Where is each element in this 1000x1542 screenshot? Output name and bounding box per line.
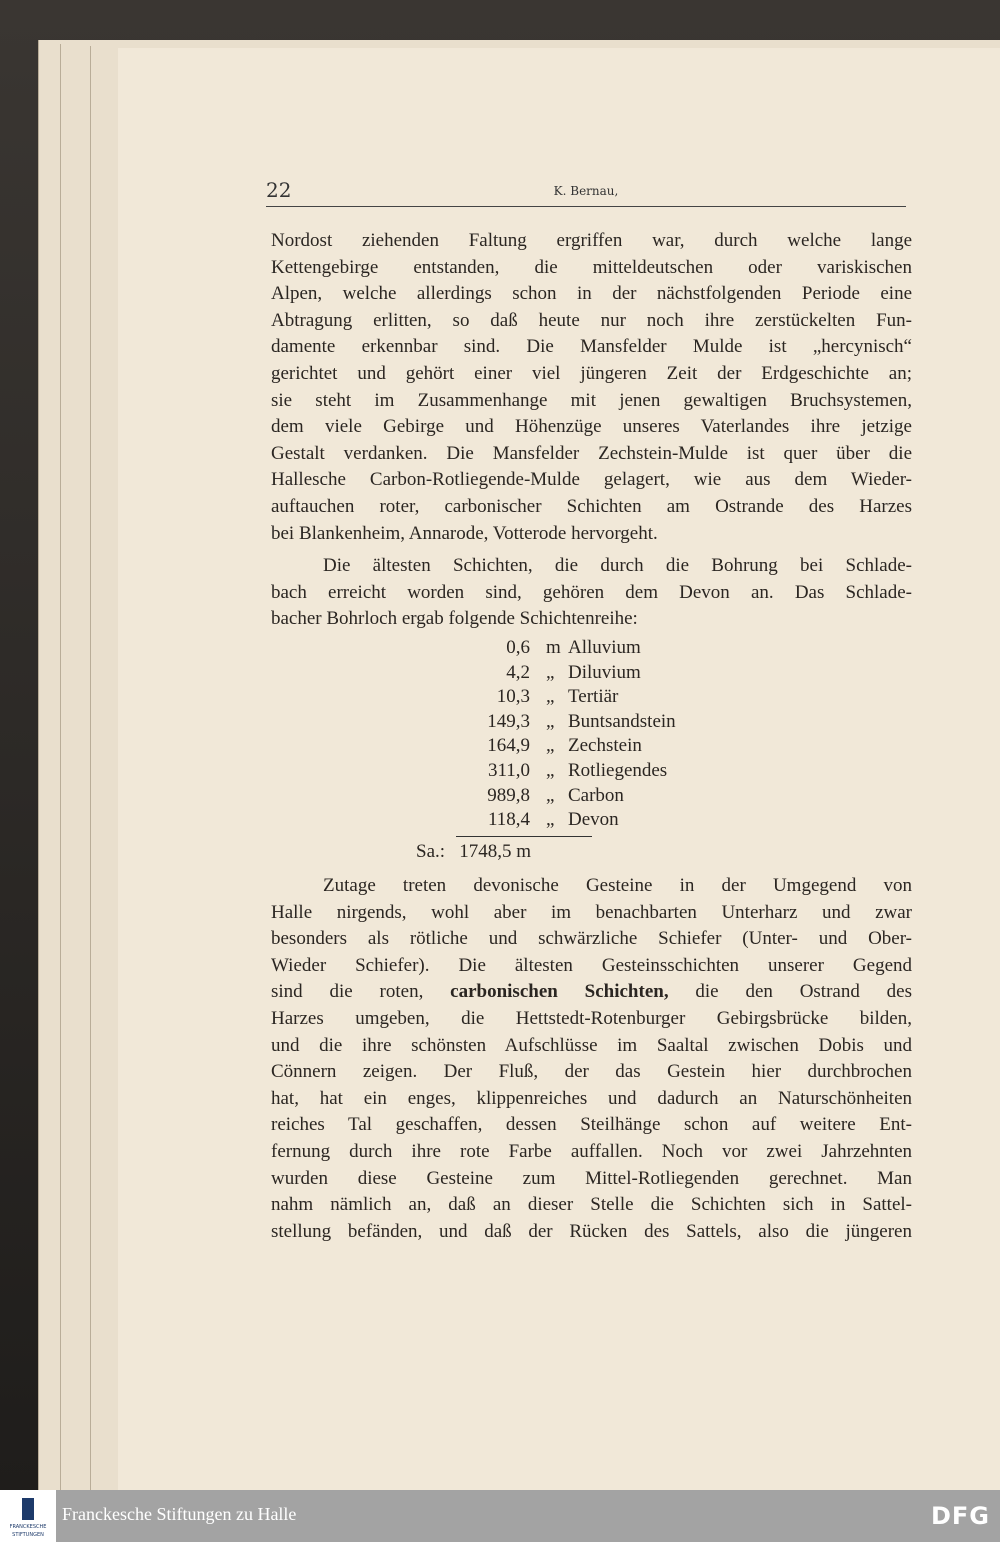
logo-text: FRANCKESCHE — [9, 1524, 47, 1530]
paragraph-1 — [271, 228, 912, 547]
layer-name: Buntsandstein — [568, 710, 676, 732]
text-line — [271, 979, 912, 1006]
layer-name: Rotliegendes — [568, 759, 668, 781]
strata-row — [400, 685, 720, 710]
strata-row — [400, 734, 720, 759]
thickness: 10,3 — [496, 686, 530, 708]
layer-name: Tertiär — [568, 686, 619, 708]
strata-row — [400, 759, 720, 784]
text-line: Alpen, welche allerdings schon in der nächstfolgenden Periode eine — [271, 283, 912, 305]
strata-row — [400, 661, 720, 686]
strata-row — [400, 710, 720, 735]
text-run: sind die roten, — [271, 981, 424, 1003]
text-line: bacher Bohrloch ergab folgende Schichtenreihe: — [271, 608, 638, 630]
strata-row — [400, 808, 720, 833]
text-line: und die ihre schönsten Aufschlüsse im Saaltal zwischen Dobis und — [271, 1034, 912, 1056]
strata-row — [400, 636, 720, 661]
text-line: stellung befänden, und daß der Rücken des Sattels, also die jüngeren — [271, 1220, 912, 1242]
text-line: bach erreicht worden sind, gehören dem Devon an. Das Schlade- — [271, 581, 912, 603]
sum-rule — [456, 836, 592, 837]
institution-name[interactable]: Franckesche Stiftungen zu Halle — [62, 1504, 297, 1524]
text-line: Abtragung erlitten, so daß heute nur noch ihre zerstückelten Fun- — [271, 309, 912, 331]
paragraph-3 — [271, 873, 912, 1245]
text-line: Harzes umgeben, die Hettstedt-Rotenburger Gebirgsbrücke bilden, — [271, 1007, 912, 1029]
text-line: Gestalt verdanken. Die Mansfelder Zechstein-Mulde ist quer über die — [271, 442, 912, 464]
text-line: besonders als rötliche und schwärzliche Schiefer (Unter- und Ober- — [271, 928, 912, 950]
thickness: 164,9 — [487, 735, 530, 757]
page-number: 22 — [266, 178, 292, 202]
layer-name: Diluvium — [568, 661, 641, 683]
layer-name: Zechstein — [568, 735, 642, 757]
text-line: fernung durch ihre rote Farbe auffallen. Noch vor zwei Jahrzehnten — [271, 1140, 912, 1162]
institution-logo[interactable] — [0, 1490, 56, 1542]
thickness: 4,2 — [506, 661, 530, 683]
thickness: 989,8 — [487, 784, 530, 806]
unit: „ — [546, 759, 555, 781]
text-line: sie steht im Zusammenhange mit jenen gewaltigen Bruchsystemen, — [271, 389, 912, 411]
dfg-logo[interactable]: DFG — [930, 1502, 990, 1530]
footer-bar — [0, 1490, 1000, 1542]
thickness: 311,0 — [487, 759, 530, 781]
strata-table — [400, 636, 720, 833]
logo-text: STIFTUNGEN — [12, 1532, 44, 1538]
unit: „ — [546, 710, 555, 732]
text-line: Nordost ziehenden Faltung ergriffen war, durch welche lange — [271, 230, 912, 251]
text-line: bei Blankenheim, Annarode, Votterode hervorgeht. — [271, 522, 658, 544]
unit: m — [546, 637, 561, 658]
text-run: die den Ostrand des — [695, 981, 912, 1003]
text-line: Halle nirgends, wohl aber im benachbarten Unterharz und zwar — [271, 901, 912, 923]
text-line: Die ältesten Schichten, die durch die Bohrung bei Schlade- — [323, 555, 912, 576]
text-line: hat, hat ein enges, klippenreiches und dadurch an Naturschönheiten — [271, 1087, 912, 1109]
thickness: 149,3 — [487, 710, 530, 732]
thickness: 0,6 — [506, 637, 530, 658]
text-line: Zutage treten devonische Gesteine in der Umgegend von — [323, 875, 912, 896]
sum-row — [416, 841, 531, 863]
layer-name: Alluvium — [568, 637, 641, 658]
text-line: wurden diese Gesteine zum Mittel-Rotliegenden gerechnet. Man — [271, 1167, 912, 1189]
layer-name: Carbon — [568, 784, 624, 806]
text-line: damente erkennbar sind. Die Mansfelder Mulde ist „hercynisch“ — [271, 336, 912, 358]
text-line: Cönnern zeigen. Der Fluß, der das Gestein hier durchbrochen — [271, 1061, 912, 1083]
text-line: nahm nämlich an, daß an dieser Stelle die Schichten sich in Sattel- — [271, 1194, 912, 1216]
sum-value: 1748,5 m — [459, 841, 532, 862]
unit: „ — [546, 809, 555, 831]
layer-name: Devon — [568, 809, 619, 831]
logo-figure-icon — [22, 1498, 34, 1520]
paragraph-2 — [271, 553, 912, 633]
page-header — [266, 178, 906, 207]
unit: „ — [546, 735, 555, 757]
text-line: Kettengebirge entstanden, die mitteldeutschen oder variskischen — [271, 256, 912, 278]
unit: „ — [546, 686, 555, 708]
text-line: Hallesche Carbon-Rotliegende-Mulde gelagert, wie aus dem Wieder- — [271, 469, 912, 491]
text-line: Wieder Schiefer). Die ältesten Gesteinsschichten unserer Gegend — [271, 954, 912, 976]
running-head: K. Bernau, — [553, 184, 619, 198]
text-line: gerichtet und gehört einer viel jüngeren Zeit der Erdgeschichte an; — [271, 362, 912, 384]
thickness: 118,4 — [487, 809, 530, 831]
text-line: reiches Tal geschaffen, dessen Steilhänge schon auf weitere Ent- — [271, 1114, 912, 1136]
emphasis: carbonischen Schichten, — [450, 981, 669, 1003]
unit: „ — [546, 784, 555, 806]
text-line: auftauchen roter, carbonischer Schichten am Ostrande des Harzes — [271, 495, 912, 517]
strata-row — [400, 784, 720, 809]
sum-label: Sa.: — [416, 841, 446, 862]
text-line: dem viele Gebirge und Höhenzüge unseres Vaterlandes ihre jetzige — [271, 416, 912, 438]
unit: „ — [546, 661, 555, 683]
